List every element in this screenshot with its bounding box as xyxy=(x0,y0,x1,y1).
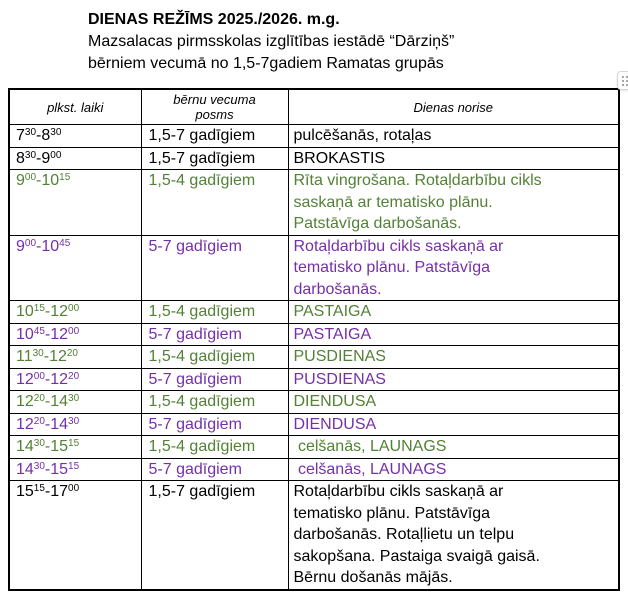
activity-cell: DIENDUSA xyxy=(288,391,619,414)
document-header xyxy=(88,9,454,75)
age-group-cell: 1,5-4 gadīgiem xyxy=(141,301,288,324)
time-range-cell: $12^{20}-14^{30}$ xyxy=(9,391,141,414)
table-row xyxy=(9,301,619,324)
subtitle-line-1: Mazsalacas pirmsskolas izglītības iestādē “Dārziņš” xyxy=(88,33,455,50)
time-range-cell: $12^{20}-14^{30}$ xyxy=(9,413,141,436)
activity-cell: pulcēšanās, rotaļas xyxy=(288,125,619,148)
column-header-time: plkst. laiki xyxy=(9,89,141,125)
activity-cell: Rīta vingrošana. Rotaļdarbību cikls saskaņā ar tematisko plānu. Patstāvīga darbošanās. xyxy=(288,170,619,236)
time-range-cell: $14^{30}-15^{15}$ xyxy=(9,436,141,459)
age-group-cell: 5-7 gadīgiem xyxy=(141,368,288,391)
table-row xyxy=(9,481,619,590)
age-group-cell: 1,5-4 gadīgiem xyxy=(141,436,288,459)
activity-cell: PASTAIGA xyxy=(288,301,619,324)
schedule-table-body xyxy=(9,125,619,590)
page-title: DIENAS REŽĪMS 2025./2026. m.g. xyxy=(88,11,340,28)
table-row xyxy=(9,413,619,436)
table-row xyxy=(9,235,619,301)
activity-cell: celšanās, LAUNAGS xyxy=(288,436,619,459)
activity-cell: PUSDIENAS xyxy=(288,368,619,391)
table-row xyxy=(9,391,619,414)
age-group-cell: 1,5-4 gadīgiem xyxy=(141,346,288,369)
table-row xyxy=(9,147,619,170)
age-group-cell: 1,5-4 gadīgiem xyxy=(141,170,288,236)
drag-handle-icon[interactable] xyxy=(617,71,628,90)
activity-cell: DIENDUSA xyxy=(288,413,619,436)
time-range-cell: $11^{30}-12^{20}$ xyxy=(9,346,141,369)
activity-cell: celšanās, LAUNAGS xyxy=(288,458,619,481)
activity-cell: Rotaļdarbību cikls saskaņā ar tematisko plānu. Patstāvīga darbošanās. Rotaļlietu un telpu sakopšana. Pastaiga svaigā gaisā. Bērnu došanās mājās. xyxy=(288,481,619,590)
age-group-cell: 5-7 gadīgiem xyxy=(141,323,288,346)
activity-cell: BROKASTIS xyxy=(288,147,619,170)
time-range-cell: $8^{30}-9^{00}$ xyxy=(9,147,141,170)
table-row xyxy=(9,323,619,346)
age-group-cell: 5-7 gadīgiem xyxy=(141,235,288,301)
age-group-cell: 5-7 gadīgiem xyxy=(141,458,288,481)
column-header-age: bērnu vecuma posms xyxy=(141,89,288,125)
age-group-cell: 1,5-7 gadīgiem xyxy=(141,481,288,590)
time-range-cell: $7^{30}-8^{30}$ xyxy=(9,125,141,148)
activity-cell: PUSDIENAS xyxy=(288,346,619,369)
table-header-row xyxy=(9,89,619,125)
age-group-cell: 1,5-4 gadīgiem xyxy=(141,391,288,414)
time-range-cell: $10^{45}-12^{00}$ xyxy=(9,323,141,346)
time-range-cell: $10^{15}-12^{00}$ xyxy=(9,301,141,324)
time-range-cell: $9^{00}-10^{15}$ xyxy=(9,170,141,236)
table-row xyxy=(9,436,619,459)
activity-cell: PASTAIGA xyxy=(288,323,619,346)
column-header-activity: Dienas norise xyxy=(288,89,619,125)
table-row xyxy=(9,125,619,148)
subtitle-line-2: bērniem vecumā no 1,5-7gadiem Ramatas grupās xyxy=(88,55,444,72)
table-row xyxy=(9,346,619,369)
table-row xyxy=(9,458,619,481)
table-row xyxy=(9,170,619,236)
age-group-cell: 1,5-7 gadīgiem xyxy=(141,125,288,148)
time-range-cell: $9^{00}-10^{45}$ xyxy=(9,235,141,301)
age-group-cell: 5-7 gadīgiem xyxy=(141,413,288,436)
time-range-cell: $15^{15}-17^{00}$ xyxy=(9,481,141,590)
time-range-cell: $14^{30}-15^{15}$ xyxy=(9,458,141,481)
age-group-cell: 1,5-7 gadīgiem xyxy=(141,147,288,170)
daily-schedule-table xyxy=(8,88,620,591)
time-range-cell: $12^{00}-12^{20}$ xyxy=(9,368,141,391)
table-row xyxy=(9,368,619,391)
activity-cell: Rotaļdarbību cikls saskaņā ar tematisko plānu. Patstāvīga darbošanās. xyxy=(288,235,619,301)
